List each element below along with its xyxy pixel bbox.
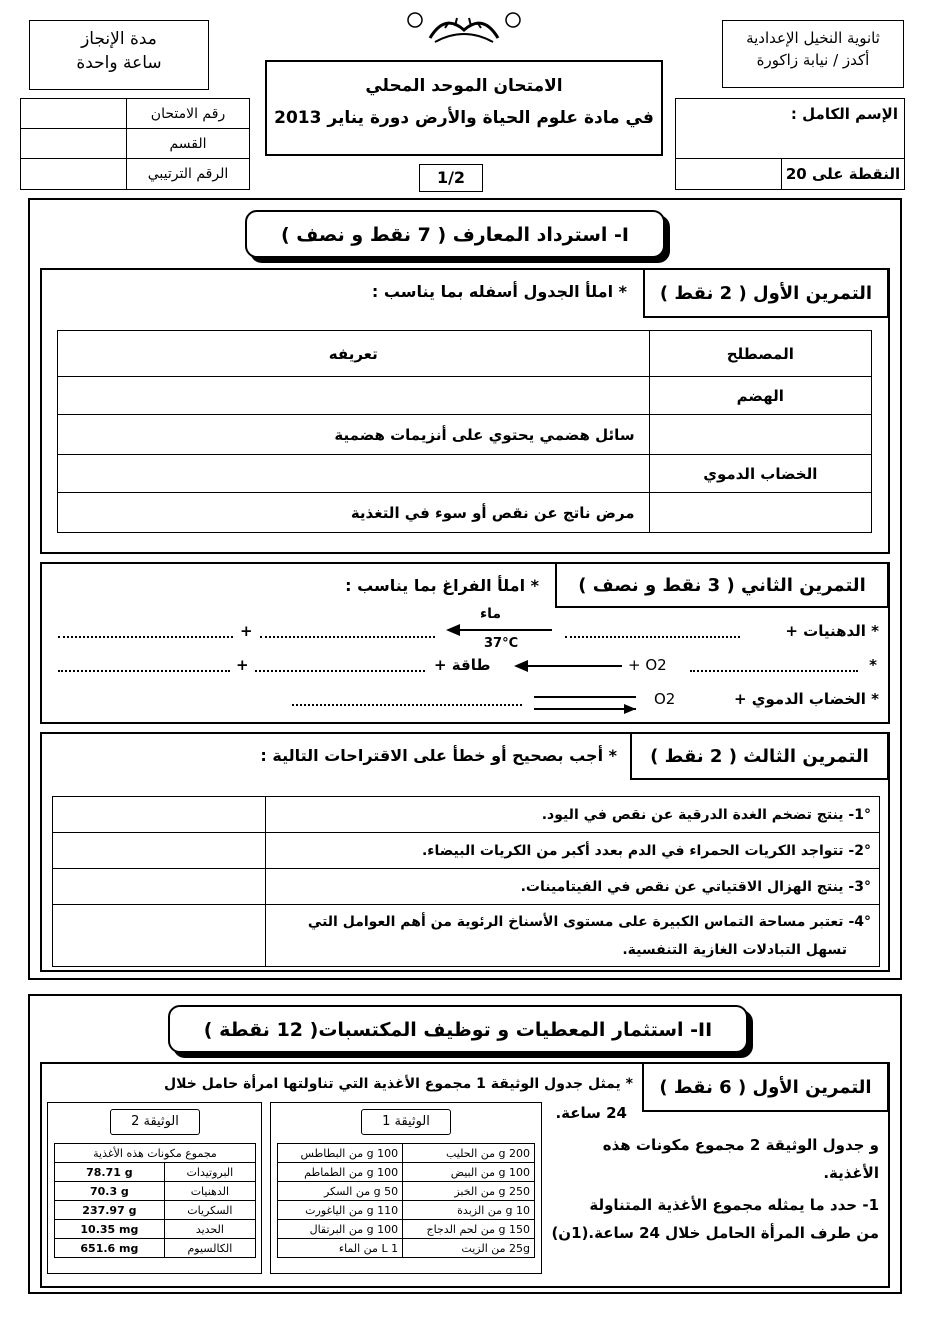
eq2-energy: طاقة + (434, 656, 491, 674)
exam-title: الامتحان الموحد المحلي (365, 76, 563, 96)
document1-title: الوثيقة 1 (361, 1109, 451, 1135)
eq3-reactant: * الخضاب الدموي + (733, 690, 879, 708)
ex3-statement-continued: تسهل التبادلات الغازية التنفسية. (622, 941, 847, 958)
document2-title: الوثيقة 2 (110, 1109, 200, 1135)
part2-title-text: II- استثمار المعطيات و توظيف المكتسبات( 12 نقطة ) (203, 1019, 713, 1041)
grade-label: النقطة على 20 (781, 159, 904, 189)
ex3-statement (266, 869, 880, 905)
p2-ex1-label-text: التمرين الأول ( 6 نقط ) (659, 1077, 872, 1098)
duration-label: مدة الإنجاز (81, 29, 157, 49)
exam-subject: في مادة علوم الحياة والأرض دورة يناير 2013 (274, 108, 654, 128)
eq2-oxygen: O2 + (628, 656, 667, 674)
exam-title-box (265, 60, 663, 156)
duration-box (29, 20, 209, 90)
doc1-cell: 100 g من الطماطم (278, 1163, 403, 1182)
ex1-term-cell[interactable] (649, 493, 871, 533)
exam-number-text: رقم الامتحان (150, 106, 226, 122)
p2-ex1-text2: و جدول الوثيقة 2 مجموع مكونات هذه (602, 1136, 879, 1154)
eq1-plus: + (240, 622, 253, 640)
eq1-blank-reactant[interactable] (565, 636, 740, 638)
p2-ex1-label (642, 1062, 889, 1112)
ex3-statement-text: 4°- تعتبر مساحة التماس الكبيرة على مستوى الأسناخ الرئوية من أهم العوامل التي (307, 913, 871, 930)
doc2-cell: 237.97 g (55, 1201, 165, 1220)
document2-table (54, 1143, 256, 1258)
class-label (126, 129, 249, 159)
eq1-blank-product2[interactable] (58, 636, 233, 638)
doc2-cell: 70.3 g (55, 1182, 165, 1201)
doc1-cell: 110 g من الياغورت (278, 1201, 403, 1220)
ex1-definition-cell[interactable] (58, 455, 650, 493)
doc1-cell: 1 L من الماء (278, 1239, 403, 1258)
eq1-reactant: * الدهنيات + (785, 622, 879, 640)
doc1-cell: 10 g من الزبدة (403, 1201, 535, 1220)
ex3-statement-text: 1°- ينتج تضخم الغدة الدرقية عن نقص في اليود. (541, 806, 871, 823)
p2-ex1-text2b: الأغذية. (823, 1164, 879, 1182)
doc2-header: مجموع مكونات هذه الأغذية (55, 1144, 256, 1163)
ex1-definition-text: مرض ناتج عن نقص أو سوء في التغذية (350, 503, 635, 522)
rank-label (126, 159, 249, 189)
doc2-cell: الدهنيات (164, 1182, 255, 1201)
ex2-instruction: * املأ الفراغ بما يناسب : (345, 576, 539, 595)
doc1-cell: 25g من الزيت (403, 1239, 535, 1258)
doc2-cell: 78.71 g (55, 1163, 165, 1182)
doc2-cell: 651.6 mg (55, 1239, 165, 1258)
ex1-col-definition (58, 331, 650, 377)
school-name: ثانوية النخيل الإعدادية (746, 29, 880, 47)
ex3-statement (266, 833, 880, 869)
doc2-cell: 10.35 mg (55, 1220, 165, 1239)
ex3-answer-cell[interactable] (53, 905, 266, 967)
grade-input[interactable] (676, 159, 781, 189)
exam-number-input[interactable] (21, 99, 126, 129)
doc1-cell: 50 g من السكر (278, 1182, 403, 1201)
part1-title-text: I- استرداد المعارف ( 7 نقط و نصف ) (281, 224, 629, 246)
ex3-label-text: التمرين الثالث ( 2 نقط ) (650, 746, 869, 767)
eq3-blank-product[interactable] (292, 704, 522, 706)
page-number: 1/2 (419, 164, 483, 192)
eq1-blank-product1[interactable] (260, 636, 435, 638)
ex3-answer-cell[interactable] (53, 869, 266, 905)
ex3-label (630, 732, 889, 780)
student-info-right (675, 98, 905, 190)
eq1-arrow-bottom: 37°C (484, 636, 519, 651)
ex1-instruction: * املأ الجدول أسفله بما يناسب : (371, 282, 627, 301)
eq3-reversible-arrow (532, 690, 638, 716)
ex3-instruction: * أجب بصحيح أو خطأ على الاقتراحات التالية : (260, 746, 617, 765)
student-info-left (20, 98, 250, 190)
class-text: القسم (169, 136, 207, 152)
doc1-cell: 150 g من لحم الدجاج (403, 1220, 535, 1239)
part1-title (245, 210, 665, 258)
ex3-table (52, 796, 880, 967)
duration-value: ساعة واحدة (76, 53, 162, 73)
ex3-answer-cell[interactable] (53, 797, 266, 833)
basmala-ornament (405, 8, 523, 50)
doc1-cell: 100 g من البيض (403, 1163, 535, 1182)
document2 (47, 1102, 262, 1274)
school-directorate: أكدز / نيابة زاكورة (756, 51, 870, 69)
part2-title (168, 1005, 748, 1053)
ex2-label-text: التمرين الثاني ( 3 نقط و نصف ) (578, 575, 866, 596)
ex3-statement (266, 797, 880, 833)
ex1-col-definition-text: تعريفه (328, 344, 378, 363)
ex1-table (57, 330, 872, 533)
doc2-cell: السكريات (164, 1201, 255, 1220)
p2-ex1-text1b: 24 ساعة. (555, 1104, 627, 1122)
exam-number-label (126, 99, 249, 129)
ex1-term-cell[interactable] (649, 415, 871, 455)
rank-text: الرقم الترتيبي (147, 166, 229, 182)
ex1-term-text: الخضاب الدموي (703, 464, 818, 483)
eq2-blank-product1[interactable] (255, 670, 425, 672)
ex2-label (555, 562, 889, 608)
ex1-label-text: التمرين الأول ( 2 نقط ) (659, 283, 873, 304)
ex1-term-text: الهضم (736, 386, 784, 405)
school-box (722, 20, 904, 88)
p2-ex1-question1b: من طرف المرأة الحامل خلال 24 ساعة.(1ن) (551, 1224, 879, 1242)
eq2-blank-product2[interactable] (58, 670, 230, 672)
ex1-definition-cell (58, 415, 650, 455)
doc1-cell: 100 g من البطاطس (278, 1144, 403, 1163)
ex1-term-cell (649, 455, 871, 493)
ex1-col-term-text: المصطلح (726, 344, 794, 363)
ex3-statement (266, 905, 880, 967)
ex3-statement-text: 3°- ينتج الهزال الاقتياتي عن نقص في الفيتامينات. (520, 878, 871, 895)
doc2-cell: الكالسيوم (164, 1239, 255, 1258)
rank-input[interactable] (21, 159, 126, 189)
full-name-input[interactable] (676, 99, 904, 159)
ex1-definition-text: سائل هضمي يحتوي على أنزيمات هضمية (334, 425, 635, 444)
eq2-plus: + (236, 656, 249, 674)
doc2-cell: الحديد (164, 1220, 255, 1239)
doc1-cell: 200 g من الحليب (403, 1144, 535, 1163)
ex3-statement-text: 2°- تتواجد الكريات الحمراء في الدم بعدد أكبر من الكريات البيضاء. (421, 842, 871, 859)
ex1-label (643, 268, 889, 318)
ex1-definition-cell[interactable] (58, 377, 650, 415)
eq2-arrow (514, 658, 624, 674)
ex3-answer-cell[interactable] (53, 833, 266, 869)
eq1-arrow-top: ماء (480, 606, 502, 622)
p2-ex1-question1: 1- حدد ما يمثله مجموع الأغذية المتناولة (589, 1196, 879, 1214)
p2-ex1-text1: * يمثل جدول الوثيقة 1 مجموع الأغذية التي تناولتها امرأة حامل خلال (163, 1076, 633, 1092)
eq2-blank-reactant[interactable] (690, 670, 858, 672)
doc1-cell: 250 g من الخبز (403, 1182, 535, 1201)
ex1-term-cell (649, 377, 871, 415)
full-name-label: الإسم الكامل : (790, 105, 898, 123)
ex1-col-term (649, 331, 871, 377)
class-input[interactable] (21, 129, 126, 159)
eq2-bullet: * (869, 656, 877, 674)
doc2-cell: البروتيدات (164, 1163, 255, 1182)
eq3-oxygen: O2 (654, 690, 676, 708)
document1 (270, 1102, 542, 1274)
doc1-cell: 100 g من البرتقال (278, 1220, 403, 1239)
ex1-definition-cell (58, 493, 650, 533)
document1-table (277, 1143, 535, 1258)
